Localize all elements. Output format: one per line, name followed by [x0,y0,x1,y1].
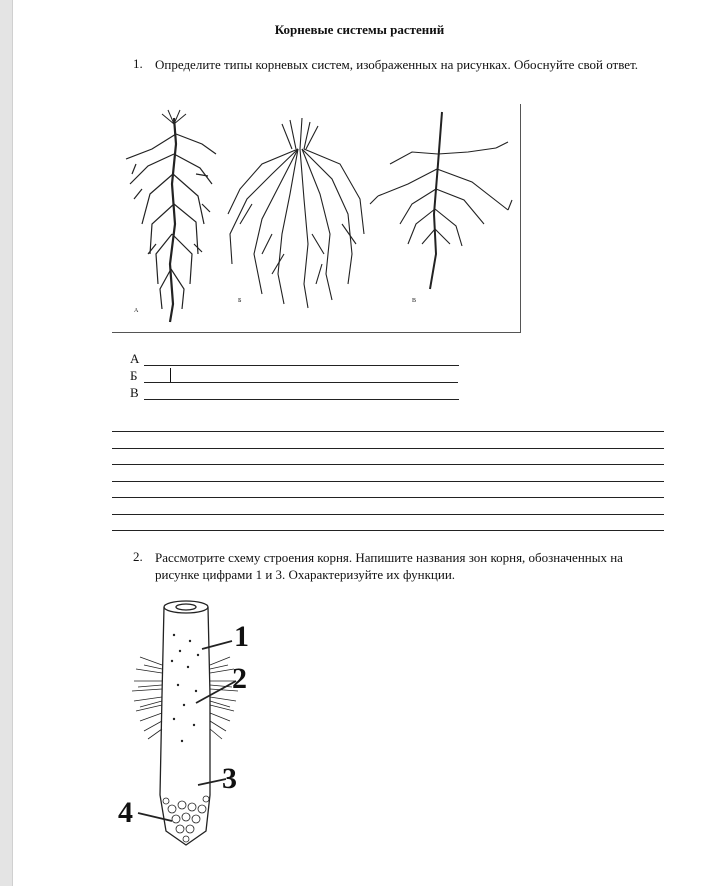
figure-label-b: Б [238,298,242,304]
zone-number-4: 4 [118,796,133,829]
writing-line[interactable] [112,481,664,482]
answer-line-v[interactable] [144,399,459,400]
writing-line[interactable] [112,464,664,465]
page-left-margin [0,0,13,886]
answer-line-a[interactable] [144,365,459,366]
fibrous-root-system-drawing [228,118,364,308]
root-systems-figure [112,104,521,333]
text-cursor [170,368,171,382]
figure-label-a: А [134,308,139,314]
answer-label-v: В [130,385,139,400]
zone-number-2: 2 [232,662,247,695]
question-2-text: Рассмотрите схему строения корня. Напишите названия зон корня, обозначенных на рисунке цифрами 1 и 3. Охарактеризуйте их функции. [155,550,623,582]
writing-line[interactable] [112,431,664,432]
zone-number-3: 3 [222,762,237,795]
page-title: Корневые системы растений [274,22,445,37]
answer-line-b[interactable] [144,382,458,383]
question-1-text: Определите типы корневых систем, изображенных на рисунках. Обоснуйте свой ответ. [155,57,639,72]
writing-line[interactable] [112,497,664,498]
root-hairs-zone [132,657,238,739]
writing-line[interactable] [112,514,664,515]
figure-label-v: В [412,298,417,304]
root-cap-cells [163,796,209,842]
question-1-number: 1. [133,56,143,71]
writing-line[interactable] [112,448,664,449]
root-structure-figure [110,595,290,855]
root-system-v-drawing [370,112,512,289]
writing-line[interactable] [112,530,664,531]
root-systems-illustration [112,104,520,332]
taproot-system-drawing [126,110,216,322]
zone-number-1: 1 [234,620,249,653]
answer-label-b: Б [130,368,138,383]
answer-label-a: А [130,351,140,366]
question-2-number: 2. [133,549,143,564]
